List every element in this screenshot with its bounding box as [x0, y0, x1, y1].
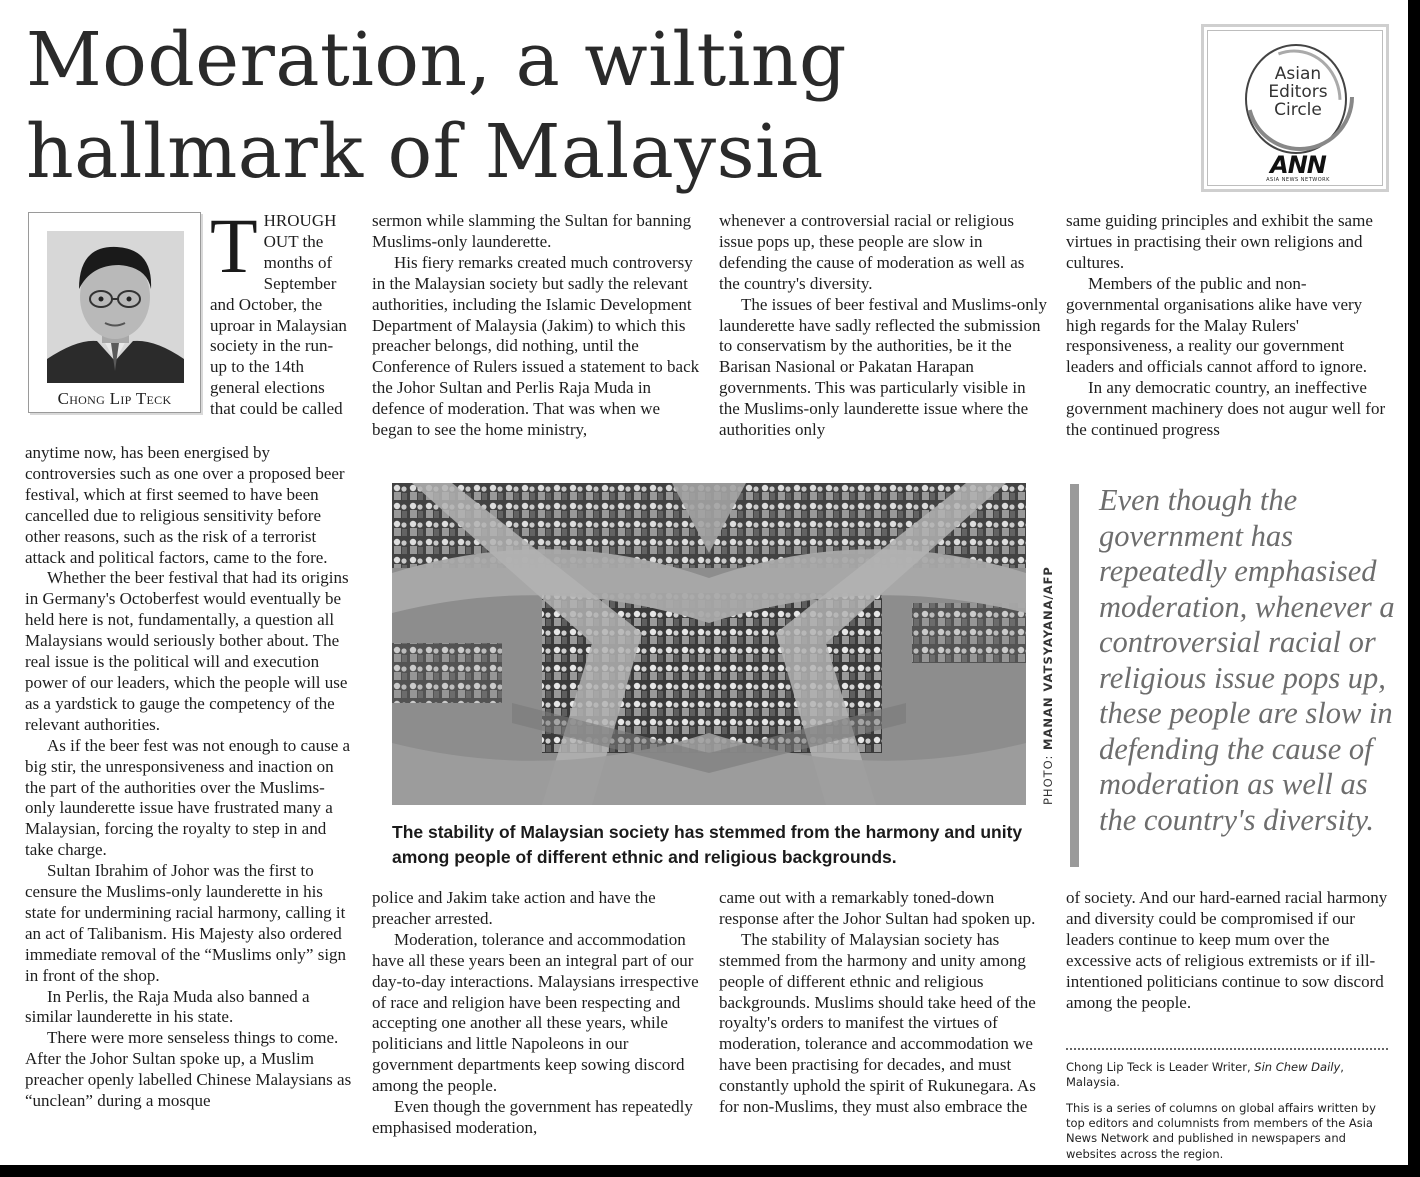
drop-cap: T [210, 202, 258, 289]
photo-credit [1041, 566, 1055, 805]
footer-divider [1066, 1048, 1388, 1050]
author-name: Chong Lip Teck [57, 389, 172, 408]
ann-logo-subtitle: ASIA NEWS NETWORK [1266, 177, 1330, 183]
newspaper-name: Sin Chew Daily [1254, 1060, 1341, 1074]
paragraph: Even though the government has repeatedly emphasised moderation, [372, 1097, 693, 1137]
paragraph: In any democratic country, an ineffective government machinery does not augur well for the continued progress [1066, 378, 1386, 440]
page-edge-right [1408, 0, 1420, 1177]
column-1-lead [210, 202, 350, 420]
column-4-top [1066, 211, 1388, 441]
author-bio-text: Chong Lip Teck is Leader Writer, [1066, 1060, 1255, 1074]
paragraph: The stability of Malaysian society has stemmed from the harmony and unity among people of different ethnic and religious backgrounds. Muslims should take heed of the royalty's orders to manifest the virtues of moderation, tolerance and accommodation we have been practising for decades, and must constantly uphold the spirit of Rukunegara. As for non-Muslims, they must also embrace the [719, 929, 1036, 1117]
paragraph: Whether the beer festival that had its origins in Germany's Octoberfest would eventually be held here is not, fundamentally, a question all Malaysians would seriously bother about. The real issue is the political will and execution power of our leaders, which the people will use as a yardstick to gauge the competency of the relevant authorities. [25, 568, 349, 734]
paragraph: anytime now, has been energised by controversies such as one over a proposed beer festival, which at first seemed to have been cancelled due to religious sensitivity before other reasons, such as the risk of a terrorist attack and political factors, came to the fore. [25, 443, 345, 567]
paragraph: sermon while slamming the Sultan for banning Muslims-only launderette. [372, 211, 692, 251]
author-bio [1066, 1060, 1396, 1090]
photo-credit-prefix: PHOTO: [1041, 749, 1055, 805]
pullquote-bar [1070, 484, 1079, 867]
asian-editors-circle-logo [1201, 24, 1389, 192]
author-card [28, 212, 201, 413]
series-note: This is a series of columns on global affairs written by top editors and columnists from members of the Asia News Network and published in newspapers and websites across the region. [1066, 1101, 1376, 1161]
author-bio-end: , Malaysia. [1066, 1060, 1344, 1090]
logo-line-1: Asian [1274, 64, 1322, 84]
column-2-top [372, 211, 700, 441]
headline: Moderation, a wilting hallmark of Malaysia [26, 17, 847, 195]
column-1 [25, 443, 353, 1112]
logo-line-3: Circle [1274, 100, 1322, 120]
paragraph: Sultan Ibrahim of Johor was the first to censure the Muslims-only launderette in his state for undermining racial harmony, calling it an act of Talibanism. His Majesty also ordered immediate removal of the “Muslims only” sign in front of the shop. [25, 861, 347, 985]
paragraph: Members of the public and non-governmental organisations alike have very high regards for the Malay Rulers' responsiveness, a reality our government leaders and officials cannot afford to ignore. [1066, 273, 1368, 377]
pullquote: Even though the government has repeatedly emphasised moderation, whenever a controversial racial or religious issue pops up, these people are slow in defending the cause of moderation as well as the country's diversity. [1099, 483, 1395, 837]
column-2-bottom [372, 888, 700, 1139]
photo-caption: The stability of Malaysian society has stemmed from the harmony and unity among people of different ethnic and religious backgrounds. [392, 822, 1023, 867]
column-3-top [719, 211, 1049, 441]
lead-text: HROUGH OUT the months of September and October, the uproar in Malaysian society in the run-up to the 14th general elections that could be called [210, 211, 347, 419]
paragraph: Moderation, tolerance and accommodation have all these years been an integral part of our day-to-day interactions. Malaysians irrespective of race and religion have been respecting and accepting one another all these years, while politicians and little Napoleons in our government departments keep sowing discord among the people. [372, 929, 699, 1096]
paragraph: As if the beer fest was not enough to cause a big stir, the unresponsiveness and inaction on the part of the authorities over the Muslims-only launderette issue have frustrated many a Malaysian, forcing the royalty to step in and take charge. [25, 735, 351, 860]
column-4-bottom [1066, 888, 1388, 1013]
paragraph: There were more senseless things to come. After the Johor Sultan spoke up, a Muslim preacher openly labelled Chinese Malaysians as “unclean” during a mosque [25, 1028, 352, 1111]
paragraph: His fiery remarks created much controversy in the Malaysian society but sadly the relevant authorities, including the Islamic Development Department of Malaysia (Jakim) to which this preacher belongs, did nothing, until the Conference of Rulers issued a statement to back the Johor Sultan and Perlis Raja Muda in defence of moderation. That was when we began to see the home ministry, [372, 252, 700, 440]
ann-logo: ANN [1270, 151, 1326, 179]
paragraph: whenever a controversial racial or religious issue pops up, these people are slow in defending the cause of moderation as well as the country's diversity. [719, 211, 1025, 293]
paragraph: The issues of beer festival and Muslims-only launderette have sadly reflected the submission to conservatism by the authorities, be it the Barisan Nasional or Pakatan Harapan governments. This was particularly visible in the Muslims-only launderette issue where the authorities only [719, 294, 1047, 440]
photo-credit-name: MANAN VATSYAYANA/AFP [1041, 566, 1055, 750]
column-3-bottom [719, 888, 1049, 1118]
logo-line-2: Editors [1268, 82, 1328, 102]
paragraph: of society. And our hard-earned racial harmony and diversity could be compromised if our leaders continue to keep mum over the excessive acts of religious extremists or if ill-intentioned politicians continue to sow discord among the people. [1066, 888, 1388, 1012]
page-edge-bottom [0, 1165, 1420, 1177]
mosque-prayer-photo [392, 483, 1026, 805]
paragraph: same guiding principles and exhibit the same virtues in practising their own religions and cultures. [1066, 211, 1373, 272]
paragraph: came out with a remarkably toned-down response after the Johor Sultan had spoken up. [719, 888, 1036, 928]
paragraph: police and Jakim take action and have the preacher arrested. [372, 888, 656, 928]
author-portrait-icon [47, 231, 184, 383]
paragraph: In Perlis, the Raja Muda also banned a similar launderette in his state. [25, 986, 310, 1027]
logo-text [1248, 65, 1348, 119]
